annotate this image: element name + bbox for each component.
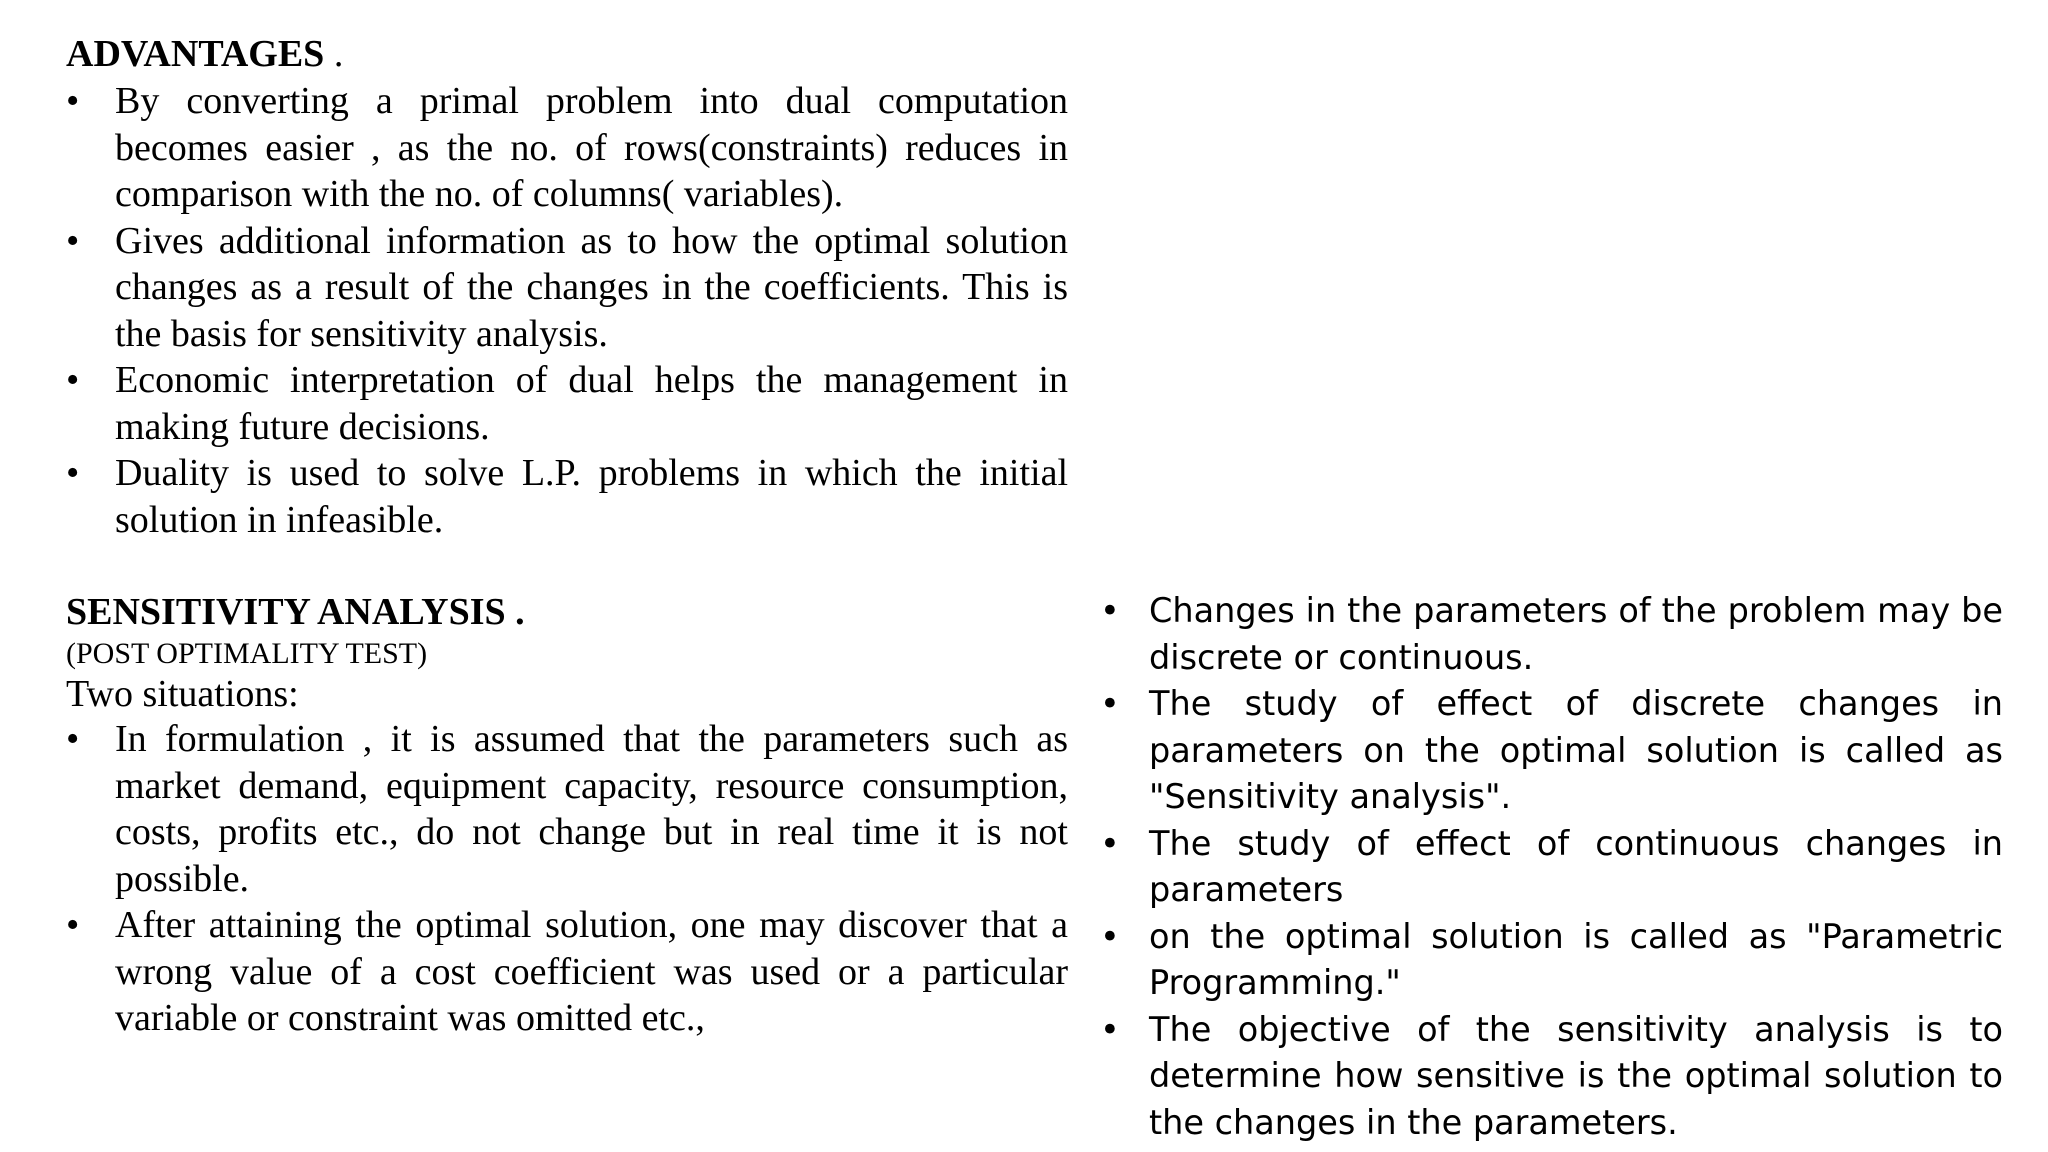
bullet-icon: • <box>66 80 80 122</box>
sensitivity-item-text: After attaining the optimal solution, one may discover that a wrong value of a cost coefficient was used or a particular variable or constraint was omitted etc., <box>115 904 1068 1039</box>
bullet-icon: • <box>66 718 80 760</box>
advantages-heading-suffix: . <box>324 33 344 75</box>
sensitivity-subheading: (POST OPTIMALITY TEST) <box>66 637 428 670</box>
bullet-icon: • <box>1100 916 1120 956</box>
advantages-item-text: By converting a primal problem into dual computation becomes easier , as the no. of rows(constraints) reduces in comparison with the no. of columns( variables). <box>115 80 1068 215</box>
list-item <box>66 357 1068 450</box>
list-item <box>1100 681 2003 821</box>
sensitivity-intro: Two situations: <box>66 673 299 715</box>
sensitivity-list <box>66 716 1068 1042</box>
bullet-icon: • <box>66 219 80 262</box>
bullet-icon: • <box>1100 591 1120 630</box>
right-item-text: The study of effect of discrete changes in parameters on the optimal solution is called as "Sensitivity analysis". <box>1149 684 2003 816</box>
advantages-item-text: Gives additional information as to how the optimal solution changes as a result of the changes in the coefficients. This is the basis for sensitivity analysis. <box>115 219 1068 355</box>
sensitivity-item-text: In formulation , it is assumed that the parameters such as market demand, equipment capacity, resource consumption, costs, profits etc., do not change but in real time it is not possible. <box>115 718 1068 900</box>
sensitivity-section <box>66 588 1068 1042</box>
right-item-text: on the optimal solution is called as "Parametric Programming." <box>1149 916 2003 1002</box>
bullet-icon: • <box>1100 1009 1120 1049</box>
bullet-icon: • <box>1100 684 1120 723</box>
advantages-item-text: Duality is used to solve L.P. problems in which the initial solution in infeasible. <box>115 452 1068 541</box>
list-item <box>1100 821 2003 914</box>
right-column-list <box>1100 588 2003 1146</box>
list-item <box>1100 1007 2003 1147</box>
list-item <box>66 218 1068 358</box>
list-item <box>66 716 1068 902</box>
sensitivity-heading: SENSITIVITY ANALYSIS . <box>66 591 525 633</box>
list-item <box>66 450 1068 543</box>
advantages-list <box>66 78 1068 543</box>
right-item-text: The study of effect of continuous changes in parameters <box>1149 823 2003 909</box>
advantages-heading <box>66 30 1068 78</box>
advantages-section <box>66 30 1068 543</box>
right-item-text: Changes in the parameters of the problem may be discrete or continuous. <box>1149 591 2003 677</box>
list-item <box>1100 588 2003 681</box>
advantages-item-text: Economic interpretation of dual helps the management in making future decisions. <box>115 359 1068 448</box>
bullet-icon: • <box>66 359 80 401</box>
advantages-heading-text: ADVANTAGES <box>66 33 325 75</box>
bullet-icon: • <box>1100 823 1120 863</box>
list-item <box>66 902 1068 1042</box>
right-column-section <box>1100 588 2003 1146</box>
list-item <box>66 78 1068 218</box>
bullet-icon: • <box>66 904 80 946</box>
list-item <box>1100 914 2003 1007</box>
right-item-text: The objective of the sensitivity analysis is to determine how sensitive is the optimal solution to the changes in the parameters. <box>1149 1009 2003 1142</box>
bullet-icon: • <box>66 452 80 494</box>
